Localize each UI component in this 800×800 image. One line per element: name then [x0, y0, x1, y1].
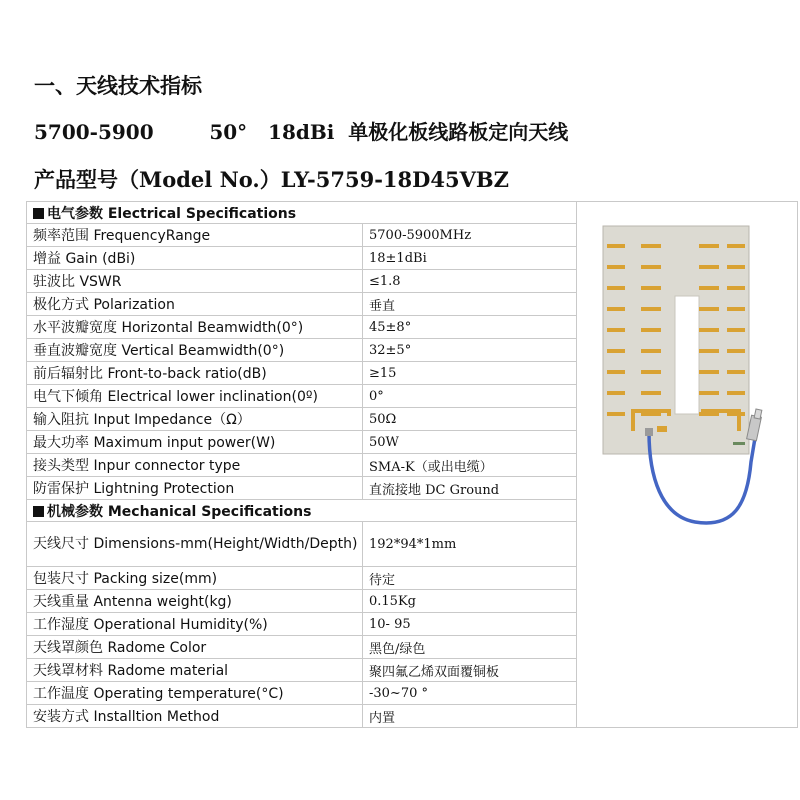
table-row: 接头类型 Inpur connector type SMA-K（或出电缆）: [27, 454, 798, 477]
copper-dipole: [641, 244, 661, 248]
table-row: 工作温度 Operating temperature(°C) -30~70 °: [27, 682, 798, 705]
product-title: 5700-5900 50° 18dBi 单极化板线路板定向天线: [34, 120, 569, 144]
table-row: 天线重量 Antenna weight(kg) 0.15Kg: [27, 590, 798, 613]
table-row: 天线罩颜色 Radome Color 黑色/绿色: [27, 636, 798, 659]
copper-dipole: [699, 286, 719, 290]
copper-dipole: [727, 328, 745, 332]
copper-dipole: [699, 328, 719, 332]
copper-dipole: [607, 328, 625, 332]
copper-dipole: [699, 391, 719, 395]
board-label: [733, 442, 745, 445]
copper-dipole: [727, 307, 745, 311]
table-row: 最大功率 Maximum input power(W) 50W: [27, 431, 798, 454]
copper-dipole: [727, 370, 745, 374]
table-row: 极化方式 Polarization 垂直: [27, 293, 798, 316]
copper-dipole: [641, 370, 661, 374]
copper-dipole: [607, 370, 625, 374]
copper-dipole: [727, 265, 745, 269]
mechanical-header: 机械参数 Mechanical Specifications: [27, 500, 577, 522]
table-row: 包装尺寸 Packing size(mm) 待定: [27, 567, 798, 590]
cable-joint: [645, 428, 653, 436]
table-row: 电气下倾角 Electrical lower inclination(0º) 0°: [27, 385, 798, 408]
copper-dipole: [727, 286, 745, 290]
section-title: 一、天线技术指标: [34, 73, 202, 98]
copper-dipole: [641, 328, 661, 332]
spec-table: [26, 201, 798, 728]
table-row: 输入阻抗 Input Impedance（Ω） 50Ω: [27, 408, 798, 431]
table-row: 防雷保护 Lightning Protection 直流接地 DC Ground: [27, 477, 798, 500]
copper-dipole: [727, 391, 745, 395]
copper-dipole: [607, 349, 625, 353]
copper-dipole: [727, 349, 745, 353]
copper-dipole: [641, 349, 661, 353]
copper-dipole: [641, 265, 661, 269]
electrical-header-row: [27, 202, 798, 224]
copper-dipole: [607, 286, 625, 290]
copper-dipole: [727, 244, 745, 248]
center-slot: [675, 296, 699, 414]
copper-dipole: [607, 412, 625, 416]
copper-dipole: [641, 391, 661, 395]
copper-dipole: [607, 265, 625, 269]
feed-pad: [657, 426, 667, 432]
table-row: 驻波比 VSWR ≤1.8: [27, 270, 798, 293]
copper-dipole: [699, 349, 719, 353]
antenna-board-image: [583, 216, 793, 546]
model-line: 产品型号（Model No.）LY-5759-18D45VBZ: [34, 167, 509, 192]
table-row: 增益 Gain (dBi) 18±1dBi: [27, 247, 798, 270]
copper-dipole: [699, 265, 719, 269]
table-row: 工作湿度 Operational Humidity(%) 10- 95: [27, 613, 798, 636]
table-row: 安装方式 Installtion Method 内置: [27, 705, 798, 728]
copper-dipole: [641, 286, 661, 290]
table-row: 前后辐射比 Front-to-back ratio(dB) ≥15: [27, 362, 798, 385]
square-bullet-icon: [33, 208, 44, 219]
table-row: 垂直波瓣宽度 Vertical Beamwidth(0°) 32±5°: [27, 339, 798, 362]
table-row: 天线尺寸 Dimensions-mm(Height/Width/Depth) 192*94*1mm: [27, 522, 798, 567]
table-row: 频率范围 FrequencyRange 5700-5900MHz: [27, 224, 798, 247]
table-row: 水平波瓣宽度 Horizontal Beamwidth(0°) 45±8°: [27, 316, 798, 339]
square-bullet-icon: [33, 506, 44, 517]
copper-dipole: [641, 307, 661, 311]
copper-dipole: [699, 307, 719, 311]
table-row: 天线罩材料 Radome material 聚四氟乙烯双面覆铜板: [27, 659, 798, 682]
copper-dipole: [699, 370, 719, 374]
electrical-header: 电气参数 Electrical Specifications: [27, 202, 577, 224]
copper-dipole: [699, 244, 719, 248]
product-image-cell: [577, 202, 798, 728]
copper-dipole: [607, 391, 625, 395]
copper-dipole: [607, 307, 625, 311]
copper-dipole: [607, 244, 625, 248]
